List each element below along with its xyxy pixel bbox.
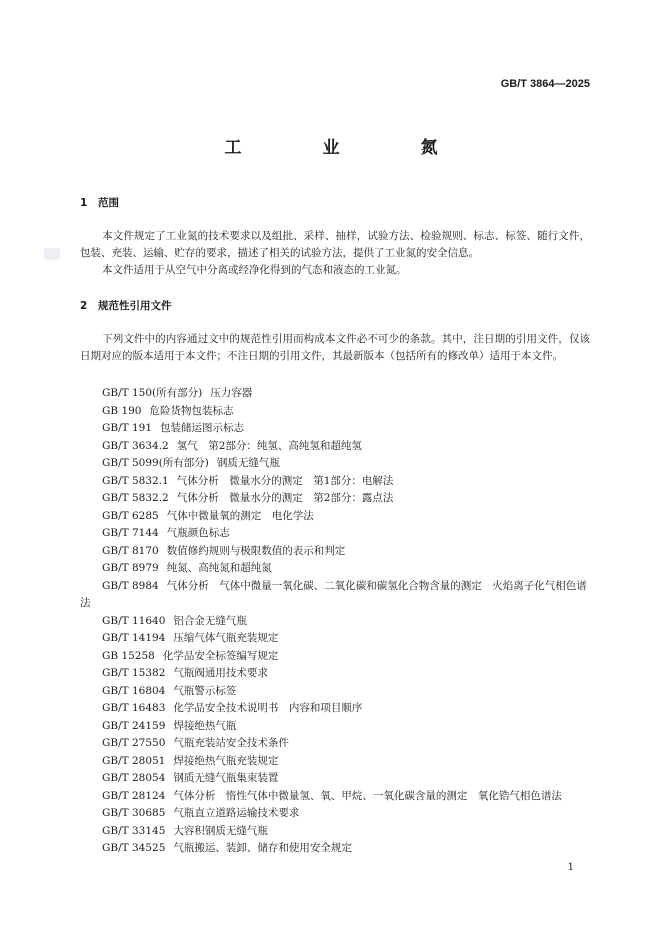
reference-item <box>80 560 595 578</box>
reference-item <box>80 788 595 806</box>
reference-item <box>80 473 595 491</box>
reference-title: 气瓶警示标签 <box>173 684 237 697</box>
reference-title: 气瓶搬运、装卸、储存和使用安全规定 <box>173 842 352 854</box>
reference-code: GB/T 24159 <box>102 719 166 732</box>
reference-code: GB/T 14194 <box>102 632 166 644</box>
reference-code: GB 15258 <box>102 649 155 662</box>
section-1-paragraph-2-text: 本文件适用于从空气中分离或经净化得到的气态和液态的工业氮。 <box>102 264 407 276</box>
reference-item <box>80 683 595 701</box>
reference-item <box>80 648 595 666</box>
reference-item <box>80 840 595 858</box>
section-1-number: 1 <box>80 197 88 209</box>
reference-title: 氢气 第2部分：纯氢、高纯氢和超纯氢 <box>176 439 362 452</box>
reference-code: GB/T 7144 <box>102 527 159 539</box>
reference-item <box>80 385 595 403</box>
section-1-heading <box>80 195 119 210</box>
reference-code: GB/T 16483 <box>102 702 166 714</box>
reference-title: 气体分析 惰性气体中微量氢、氧、甲烷、一氧化碳含量的测定 氧化锆气相色谱法 <box>173 789 562 802</box>
reference-item <box>80 420 595 438</box>
section-2-number: 2 <box>80 300 88 312</box>
reference-item <box>80 525 595 543</box>
reference-item <box>80 578 595 613</box>
reference-code: GB/T 27550 <box>102 737 166 749</box>
reference-title: 包装储运图示标志 <box>160 422 245 434</box>
reference-code: GB/T 11640 <box>102 614 166 627</box>
section-1-paragraph-1 <box>80 228 590 262</box>
reference-item <box>80 700 595 718</box>
reference-code: GB/T 8984 <box>102 579 159 592</box>
side-watermark <box>44 248 60 260</box>
reference-item <box>80 403 595 421</box>
reference-title: 化学品安全技术说明书 内容和项目顺序 <box>173 702 363 714</box>
reference-code: GB/T 30685 <box>102 807 166 819</box>
section-2-heading <box>80 298 172 313</box>
reference-title: 压缩气体气瓶充装规定 <box>173 632 279 644</box>
reference-code: GB/T 8170 <box>102 544 159 557</box>
reference-code: GB/T 6285 <box>102 509 159 522</box>
reference-title: 危险货物包装标志 <box>149 404 234 417</box>
reference-title: 焊接绝热气瓶充装规定 <box>173 754 279 767</box>
section-1-paragraph-1-text: 本文件规定了工业氮的技术要求以及组批、采样、抽样，试验方法、检验规则、标志、标签、随行文件，包装、充装、运输、贮存的要求，描述了相关的试验方法，提供了工业氮的安全信息。 <box>80 230 590 259</box>
reference-item <box>80 508 595 526</box>
reference-item <box>80 613 595 631</box>
reference-title: 气体分析 气体中微量一氧化碳、二氧化碳和碳氢化合物含量的测定 火焰离子化气相色谱法 <box>80 579 587 609</box>
reference-item <box>80 753 595 771</box>
page-number: 1 <box>567 862 574 873</box>
section-1-paragraph-2 <box>80 262 590 279</box>
reference-title: 压力容器 <box>210 387 253 399</box>
reference-code: GB 190 <box>102 404 142 417</box>
reference-code: GB/T 150(所有部分) <box>102 387 203 399</box>
normative-references-list <box>80 385 595 858</box>
reference-title: 气瓶颜色标志 <box>166 527 230 539</box>
reference-code: GB/T 33145 <box>102 824 166 837</box>
reference-code: GB/T 8979 <box>102 562 159 574</box>
reference-title: 钢质无缝气瓶集束装置 <box>173 772 279 784</box>
reference-code: GB/T 28051 <box>102 754 166 767</box>
reference-code: GB/T 5832.2 <box>102 492 169 504</box>
reference-title: 大容积钢质无缝气瓶 <box>173 824 268 837</box>
reference-item <box>80 543 595 561</box>
reference-item <box>80 735 595 753</box>
reference-code: GB/T 5832.1 <box>102 474 169 487</box>
document-title: 工 业 氮 <box>224 138 470 158</box>
reference-item <box>80 823 595 841</box>
reference-title: 纯氮、高纯氮和超纯氮 <box>166 562 272 574</box>
section-1-title: 范围 <box>98 197 119 209</box>
reference-title: 钢质无缝气瓶 <box>216 457 280 469</box>
reference-item <box>80 770 595 788</box>
reference-title: 焊接绝热气瓶 <box>173 719 237 732</box>
reference-title: 气瓶阀通用技术要求 <box>173 667 268 679</box>
section-2-intro <box>80 331 590 365</box>
reference-title: 化学品安全标签编写规定 <box>162 649 279 662</box>
reference-item <box>80 718 595 736</box>
reference-title: 气瓶充装站安全技术条件 <box>173 737 289 749</box>
reference-code: GB/T 3634.2 <box>102 439 169 452</box>
reference-item <box>80 630 595 648</box>
reference-item <box>80 665 595 683</box>
reference-code: GB/T 16804 <box>102 684 166 697</box>
reference-title: 数值修约规则与极限数值的表示和判定 <box>166 544 346 557</box>
reference-code: GB/T 28054 <box>102 772 166 784</box>
reference-item <box>80 805 595 823</box>
reference-title: 气瓶直立道路运输技术要求 <box>173 807 300 819</box>
reference-item <box>80 490 595 508</box>
reference-title: 气体分析 微量水分的测定 第1部分：电解法 <box>176 474 394 487</box>
reference-title: 气体中微量氧的测定 电化学法 <box>166 509 314 522</box>
section-2-intro-text: 下列文件中的内容通过文中的规范性引用而构成本文件必不可少的条款。其中，注日期的引用文件，仅该日期对应的版本适用于本文件；不注日期的引用文件，其最新版本（包括所有的修改单）适用于本文件。 <box>80 333 590 362</box>
reference-code: GB/T 34525 <box>102 842 166 854</box>
reference-code: GB/T 15382 <box>102 667 166 679</box>
reference-code: GB/T 191 <box>102 422 153 434</box>
reference-item <box>80 455 595 473</box>
reference-code: GB/T 28124 <box>102 789 166 802</box>
reference-title: 气体分析 微量水分的测定 第2部分：露点法 <box>176 492 394 504</box>
reference-title: 铝合金无缝气瓶 <box>173 614 247 627</box>
reference-item <box>80 438 595 456</box>
reference-code: GB/T 5099(所有部分) <box>102 457 209 469</box>
document-code: GB/T 3864—2025 <box>500 78 590 90</box>
section-2-title: 规范性引用文件 <box>98 300 172 312</box>
